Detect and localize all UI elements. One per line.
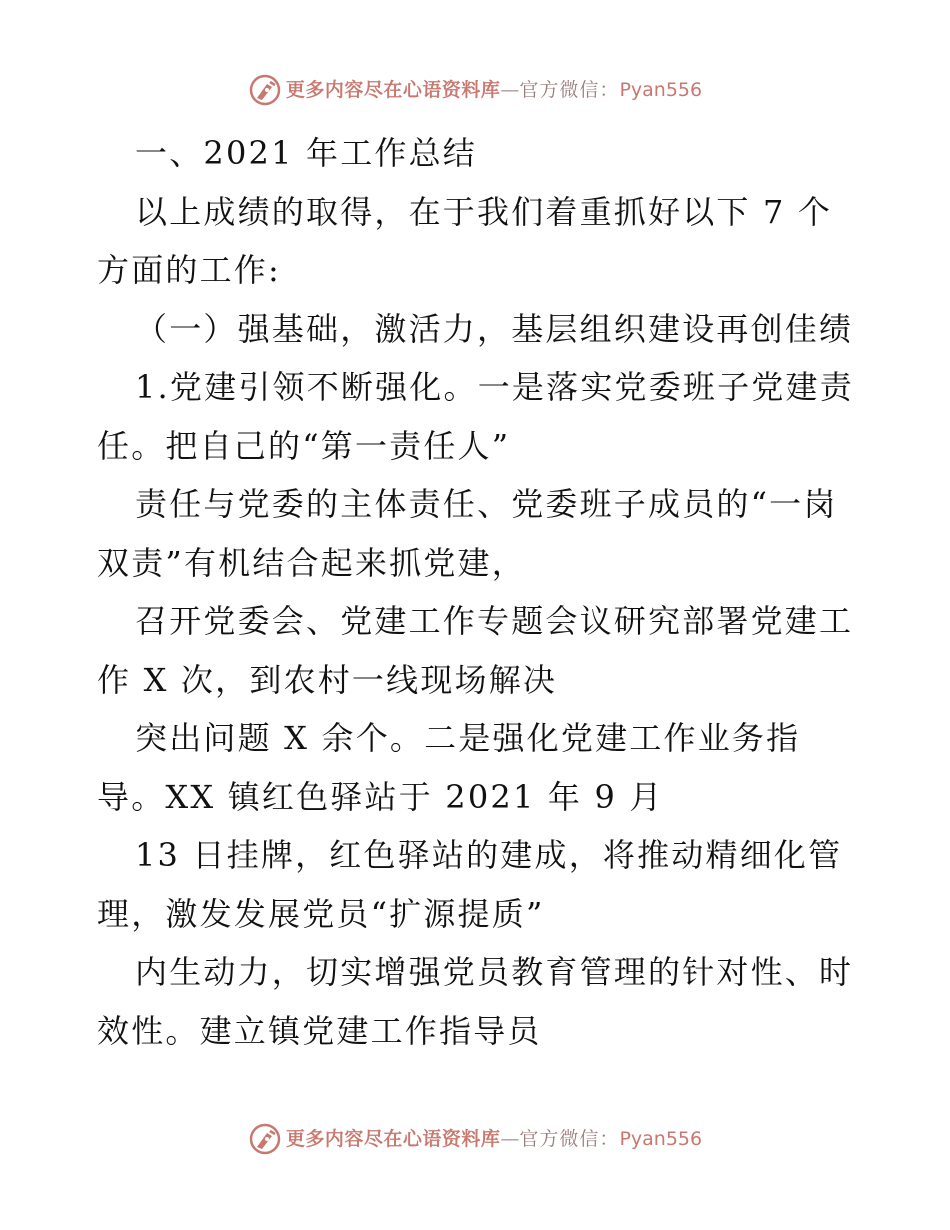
document-body <box>97 124 857 1060</box>
watermark-footer <box>0 1119 950 1159</box>
watermark-wechat-id: Pyan556 <box>619 79 703 101</box>
watermark-dash: — <box>500 1128 520 1150</box>
paragraph-line: 1.党建引领不断强化。一是落实党委班子党建责 <box>135 368 854 406</box>
paragraph-line: 13 日挂牌，红色驿站的建成，将推动精细化管 <box>135 836 843 874</box>
paragraph-line: 召开党委会、党建工作专题会议研究部署党建工 <box>135 602 854 640</box>
paragraph-line: 责任与党委的主体责任、党委班子成员的“一岗 <box>135 485 838 523</box>
paragraph-line: 效性。建立镇党建工作指导员 <box>97 1011 542 1050</box>
paragraph-line: 任。把自己的“第一责任人” <box>97 426 511 465</box>
pen-nib-circle-icon <box>248 73 282 107</box>
paragraph-line: 内生动力，切实增强党员教育管理的针对性、时 <box>135 953 854 991</box>
pen-nib-circle-icon <box>248 1122 282 1156</box>
watermark-header <box>0 70 950 110</box>
paragraph-line: 理，激发发展党员“扩源提质” <box>97 894 545 933</box>
paragraph-line: 导。XX 镇红色驿站于 2021 年 9 月 <box>97 777 664 816</box>
watermark-main-text: 更多内容尽在心语资料库 <box>285 79 501 101</box>
paragraph-line: 双责”有机结合起来抓党建， <box>97 543 526 582</box>
watermark-wechat-id: Pyan556 <box>619 1128 703 1150</box>
watermark-sub-text: 官方微信： <box>519 79 620 101</box>
watermark-sub-text: 官方微信： <box>519 1128 620 1150</box>
paragraph-line: 方面的工作: <box>97 251 281 289</box>
subsection-heading: （一）强基础，激活力，基层组织建设再创佳绩 <box>135 309 854 348</box>
watermark-main-text: 更多内容尽在心语资料库 <box>285 1128 501 1150</box>
paragraph-line: 作 X 次，到农村一线现场解决 <box>97 660 558 699</box>
paragraph-line: 以上成绩的取得，在于我们着重抓好以下 7 个 <box>135 192 833 231</box>
paragraph-line: 突出问题 X 余个。二是强化党建工作业务指 <box>135 719 801 757</box>
watermark-dash: — <box>500 79 520 101</box>
section-heading: 一、2021 年工作总结 <box>135 134 478 172</box>
